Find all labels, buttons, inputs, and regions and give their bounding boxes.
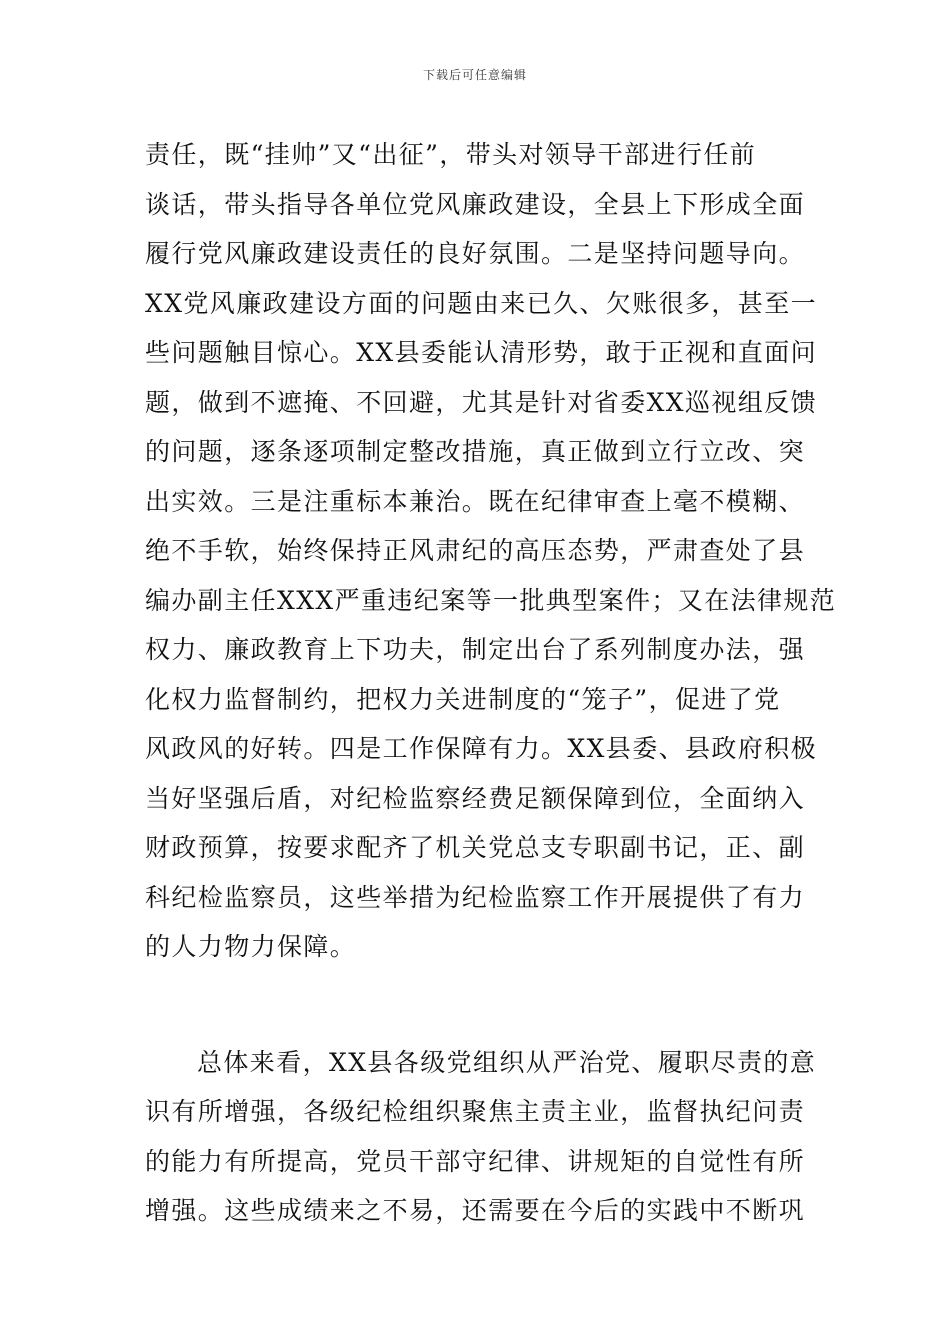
text-line: 题，做到不遮掩、不回避，尤其是针对省委XX巡视组反馈	[145, 387, 817, 417]
text-line: 的能力有所提高，党员干部守纪律、讲规矩的自觉性有所	[145, 1146, 806, 1176]
paragraph-2	[145, 1038, 815, 1236]
document-body	[145, 130, 837, 1236]
page-header: 下载后可任意编辑	[422, 68, 527, 82]
text-line: 化权力监督制约，把权力关进制度的“笼子”，促进了党	[145, 684, 781, 714]
text-line: 的问题，逐条逐项制定整改措施，真正做到立行立改、突	[145, 437, 806, 466]
paragraph-spacer	[145, 972, 815, 1038]
text-line: 财政预算，按要求配齐了机关党总支专职副书记，正、副	[145, 833, 806, 862]
text-line: 编办副主任XXX严重违纪案等一批典型案件；又在法律规范	[145, 585, 837, 615]
text-line: 的人力物力保障。	[145, 932, 357, 961]
text-line: XX党风廉政建设方面的问题由来已久、欠账很多，甚至一	[145, 288, 817, 318]
text-line: 谈话，带头指导各单位党风廉政建设，全县上下形成全面	[145, 189, 806, 219]
text-line: 当好坚强后盾，对纪检监察经费足额保障到位，全面纳入	[145, 783, 806, 813]
paragraph-1	[145, 130, 837, 972]
text-line: 增强。这些成绩来之不易，还需要在今后的实践中不断巩	[145, 1196, 806, 1225]
text-line: 科纪检监察员，这些举措为纪检监察工作开展提供了有力	[145, 882, 806, 912]
text-line: 些问题触目惊心。XX县委能认清形势，敢于正视和直面问	[145, 338, 817, 367]
text-line: 履行党风廉政建设责任的良好氛围。二是坚持问题导向。	[145, 239, 806, 268]
text-line: 总体来看，XX县各级党组织从严治党、履职尽责的意	[197, 1047, 817, 1077]
text-line: 识有所增强，各级纪检组织聚焦主责主业，监督执纪问责	[145, 1097, 806, 1126]
text-line: 权力、廉政教育上下功夫，制定出台了系列制度办法，强	[145, 635, 806, 664]
text-line: 绝不手软，始终保持正风肃纪的高压态势，严肃查处了县	[145, 536, 806, 565]
text-line: 出实效。三是注重标本兼治。既在纪律审查上毫不模糊、	[145, 486, 806, 516]
text-line: 责任，既“挂帅”又“出征”，带头对领导干部进行任前	[145, 140, 757, 169]
text-line: 风政风的好转。四是工作保障有力。XX县委、县政府积极	[145, 734, 817, 763]
